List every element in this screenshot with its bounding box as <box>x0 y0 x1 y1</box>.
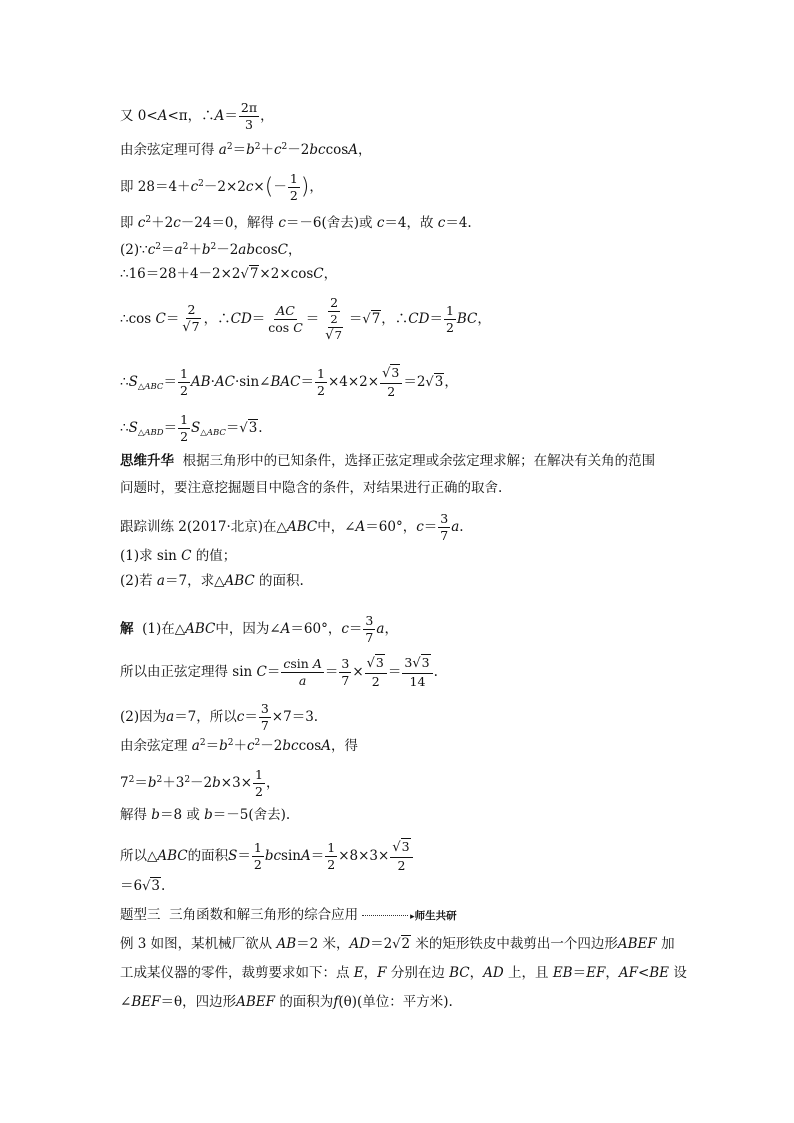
text: 7 <box>120 775 129 791</box>
line-1: 又 0<A<π，∴A＝ $\frac{2\pi}{3}$ ， <box>120 100 274 132</box>
example-line-2: 工成某仪器的零件，裁剪要求如下：点 E，F 分别在边 BC，AD 上，且 EB＝EF，AF<BE 设 <box>120 965 687 981</box>
solution-line-3: (2)因为a＝7，所以c＝ $\frac{3}{7}$ ×7＝3. <box>120 701 319 733</box>
topic-label: 题型三 <box>120 907 161 923</box>
text: ∠ <box>120 994 132 1010</box>
line-7: ∴cos C＝ $\frac{2}{√7}$ ，∴CD＝ $\frac{AC}{\text{cos C}}$ ＝ $\frac{2}{\frac{2}{√7}}$ ＝√7，∴CD＝ $\frac{1}{2}$ BC， <box>120 295 491 343</box>
text: ×2×cos <box>259 266 314 282</box>
text: 由余弦定理可得 <box>120 142 215 158</box>
text: ， <box>260 108 274 124</box>
solution-label: 解 <box>120 621 134 637</box>
text: (2)∵ <box>120 242 148 258</box>
fraction: $\frac{√3}{2}$ <box>380 366 402 399</box>
text: (2)因为 <box>120 709 167 725</box>
text: (2)若 <box>120 573 153 589</box>
text: 又 0< <box>120 108 158 124</box>
question-2: (2)若 a＝7，求△ABC 的面积. <box>120 573 304 589</box>
example-line-1: 例 3 如图，某机械厂欲从 AB＝2 米，AD＝2√2 米的矩形铁皮中裁剪出一个四边形ABEF 加 <box>120 936 675 952</box>
line-6: ∴16＝28＋4－2×2√7×2×cosC， <box>120 266 338 282</box>
text: ，∴ <box>381 311 409 328</box>
text: －2 <box>190 775 213 791</box>
fraction: $\frac{2}{\frac{2}{√7}}$ <box>325 295 342 343</box>
fraction: $\frac{2\pi}{3}$ <box>240 100 258 132</box>
text: ＝－5(舍去). <box>212 807 291 823</box>
fraction: $\frac{2}{√7}$ <box>182 302 200 336</box>
text: 的面积. <box>259 573 304 589</box>
text: 问题时，要注意挖掘题目中隐含的条件，对结果进行正确的取舍. <box>120 480 503 496</box>
text: × <box>253 179 265 195</box>
text: ＝－6(舍去)或 <box>285 215 373 231</box>
text: ＝2 <box>403 373 426 390</box>
text: (1)求 sin <box>120 548 177 564</box>
text: ＝ <box>225 420 240 436</box>
text: 所以由正弦定理得 sin <box>120 663 253 680</box>
text: 由余弦定理 <box>120 738 188 754</box>
text: ＝7，所以 <box>174 709 237 725</box>
text: ∴16＝28＋4－2×2 <box>120 266 241 282</box>
line-5: $(2)\because c^2=a^2+b^2-2abcosC$， <box>120 242 302 258</box>
topic-heading: 题型三 三角函数和解三角形的综合应用 ▸师生共研 <box>120 907 457 923</box>
text: ＝2 <box>370 936 393 952</box>
text: ，得 <box>330 738 358 754</box>
text: 加 <box>661 936 675 952</box>
text: (θ)(单位：平方米). <box>338 994 453 1010</box>
solution-line-2: 所以由正弦定理得 sin C＝ $\frac{\text{csin A}}{a}$ ＝ $\frac{3}{7}$ × $\frac{√3}{2}$ ＝ $\frac{3√3}{14}$ . <box>120 655 438 689</box>
text: 即 28＝4＋ <box>120 179 191 195</box>
text: 工成某仪器的零件，裁剪要求如下：点 <box>120 965 350 981</box>
text: ∴ <box>120 420 129 436</box>
text: <π，∴ <box>167 108 215 124</box>
text: ＝2 米， <box>296 936 350 952</box>
text: 跟踪训练 2(2017·北京)在△ <box>120 519 287 535</box>
text: ＋3 <box>162 775 185 791</box>
thinking-summary-line-1 <box>120 455 655 469</box>
text: ，∴ <box>203 311 231 328</box>
topic-tag: 师生共研 <box>414 910 457 922</box>
solution-line-6: 解得 b＝8 或 b＝－5(舍去). <box>120 807 291 823</box>
text: ＝ <box>224 108 238 124</box>
text: 中，∠ <box>317 519 356 535</box>
text: ∴ <box>120 373 129 390</box>
tracking-exercise: 跟踪训练 2(2017·北京)在△ABC中，∠A＝60°，c＝ $\frac{3}{7}$ a. <box>120 511 464 543</box>
text: 的值； <box>195 548 237 564</box>
solution-line-1: 解 (1)在△ABC中，因为∠A＝60°，c＝ $\frac{3}{7}$ a， <box>120 613 398 645</box>
text: 上，且 <box>508 965 549 981</box>
summary-label: 思维升华 <box>120 453 174 469</box>
text: ＝θ，四边形 <box>160 994 237 1010</box>
text: ＝6 <box>120 878 143 894</box>
dotted-leader <box>362 915 408 916</box>
text: 解得 <box>120 807 147 823</box>
text: 例 3 如图，某机械厂欲从 <box>120 936 273 952</box>
fraction: $\frac{AC}{\text{cos C}}$ <box>268 303 303 336</box>
text: ＝0，解得 <box>211 215 275 231</box>
text: 中，因为∠ <box>215 621 281 637</box>
text: ×3× <box>220 775 253 791</box>
line-4: 即 $c^2+2c-24=0$，解得 c＝－6(舍去)或 c＝4，故 c＝4. <box>120 215 472 231</box>
text: ＝4，故 <box>384 215 434 231</box>
text: 根据三角形中的已知条件，选择正弦定理或余弦定理求解；在解决有关角的范围 <box>182 453 656 469</box>
text: ＝60°， <box>290 621 342 637</box>
text: 的面积 <box>187 847 229 864</box>
text: －2×2 <box>203 179 246 195</box>
text: ＝7，求△ <box>164 573 225 589</box>
text: 的面积为 <box>279 994 334 1010</box>
text: ＝8 或 <box>159 807 200 823</box>
text: ＝4. <box>445 215 472 231</box>
text: ×7＝3. <box>271 709 319 725</box>
text: 所以△ <box>120 847 158 864</box>
text: 即 <box>120 215 134 231</box>
text: 米的矩形铁皮中裁剪出一个四边形 <box>415 936 618 952</box>
line-3: 即 $28=4+c^2-2\times 2c\times(-$ $\frac{1}{2}$ )， <box>120 171 323 203</box>
text: 分别在边 <box>390 965 445 981</box>
text: ×8×3× <box>338 847 390 864</box>
text: ＝60°， <box>365 519 417 535</box>
thinking-summary-line-2 <box>120 482 502 496</box>
solution-line-5: $7^2=b^2+3^2-2b\times 3\times$ $\frac{1}{2}$ ， <box>120 767 280 799</box>
topic-title: 三角函数和解三角形的综合应用 <box>169 907 359 923</box>
solution-line-8: ＝6√3. <box>120 878 166 894</box>
text: ×4×2× <box>327 373 380 390</box>
line-8: $\therefore S_{\triangle ABC}=$ $\frac{1}{2}$ AB·AC·sin∠BAC＝ $\frac{1}{2}$ ×4×2× $\frac{√3}{2}$ ＝2√3， <box>120 365 458 399</box>
text: (1)在△ <box>142 621 186 637</box>
text: ∴cos <box>120 311 152 328</box>
question-1: (1)求 sin C 的值； <box>120 548 237 564</box>
fraction: $\frac{1}{2}$ <box>289 171 298 203</box>
fraction: $\frac{1}{2}$ <box>445 303 454 336</box>
line-9: $\therefore S_{\triangle ABD}=$ $\frac{1}{2}$ $S_{\triangle ABC}=√3$. <box>120 412 263 444</box>
example-line-3: ∠BEF＝θ，四边形ABEF 的面积为f(θ)(单位：平方米). <box>120 994 453 1010</box>
text: ＝ <box>134 775 148 791</box>
text: 设 <box>673 965 687 981</box>
solution-line-4: 由余弦定理 $a^2=b^2+c^2-2bccosA$，得 <box>120 738 358 754</box>
line-2: 由余弦定理可得 $a^2=b^2+c^2-2bccosA$， <box>120 142 372 158</box>
solution-line-7: 所以△ABC的面积S＝ $\frac{1}{2}$ bcsinA＝ $\frac{1}{2}$ ×8×3× $\frac{√3}{2}$ <box>120 840 414 873</box>
sqrt: √7 <box>240 266 259 282</box>
